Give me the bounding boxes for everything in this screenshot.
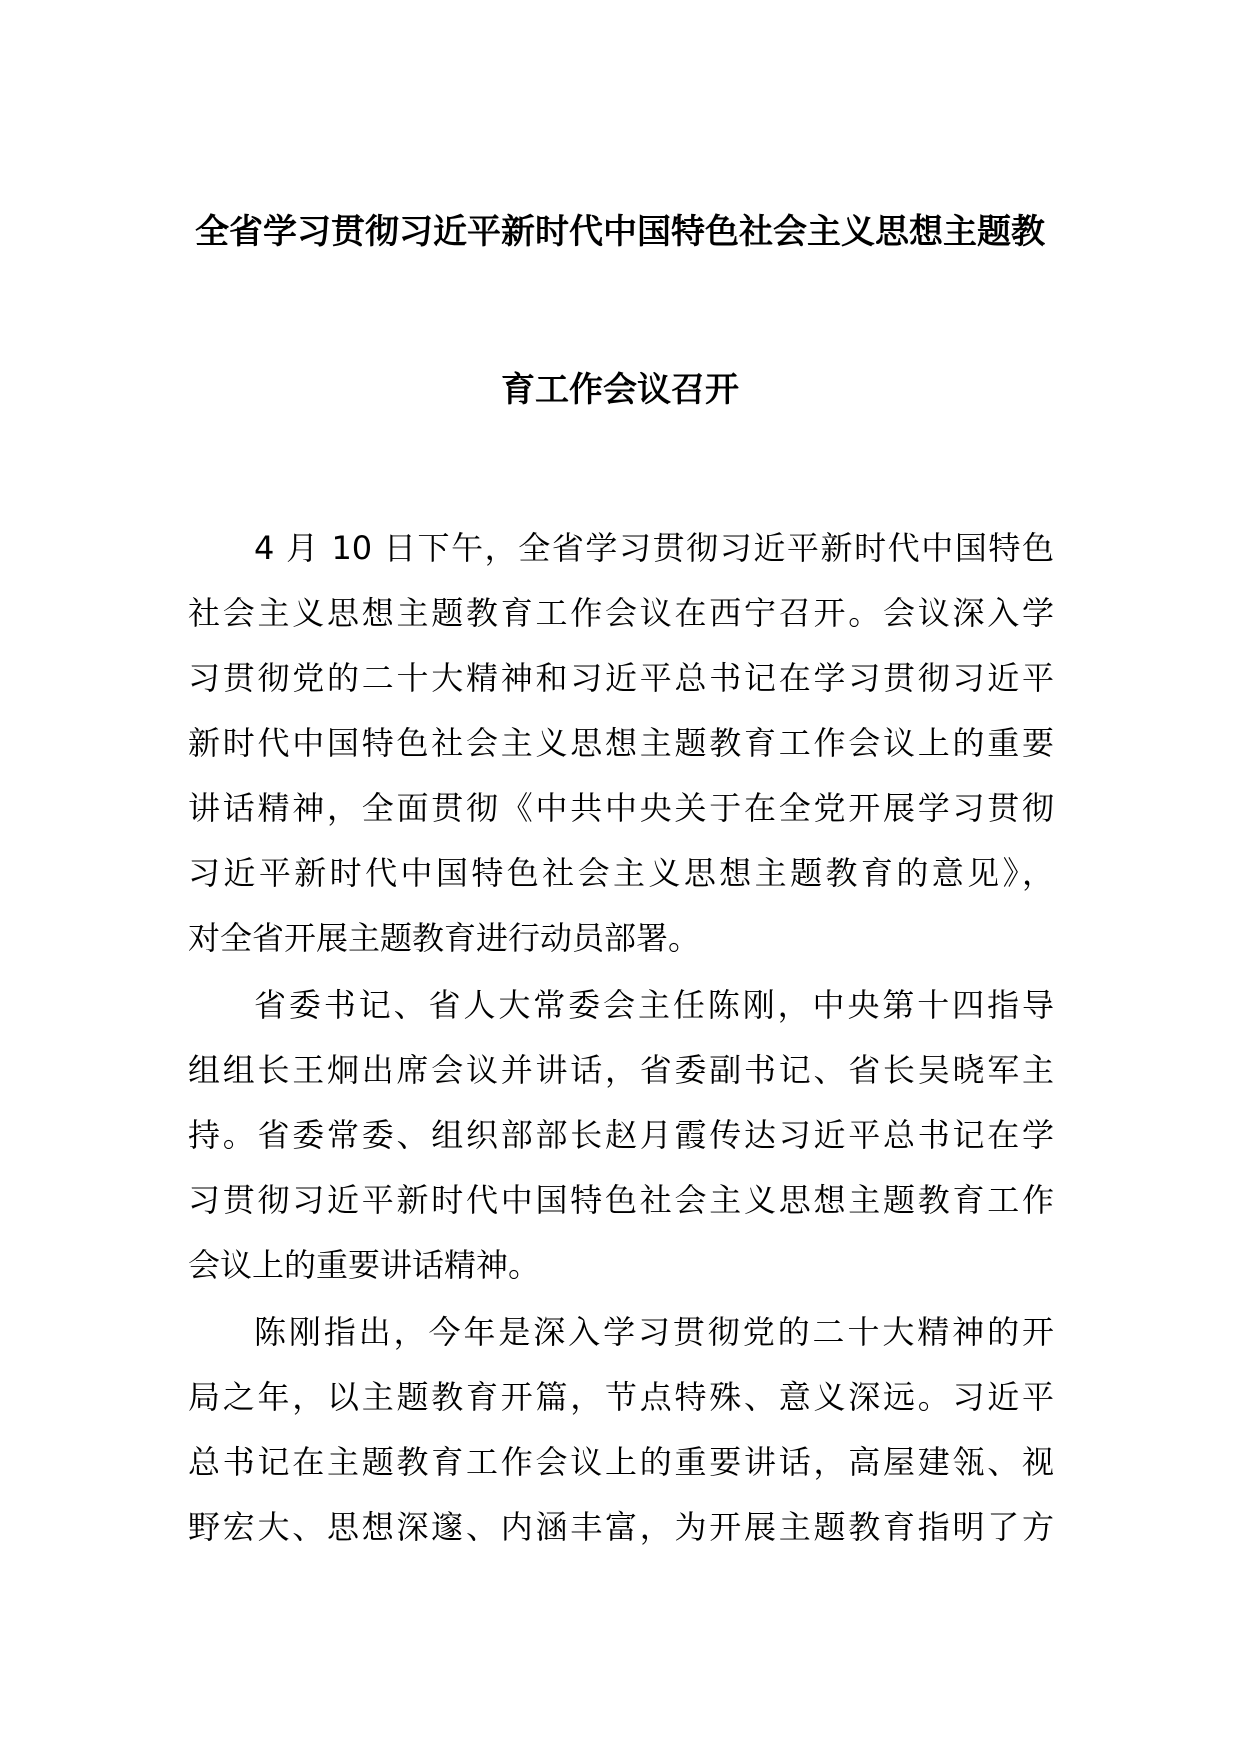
paragraph-3-line-3: 总书记在主题教育工作会议上的重要讲话，高屋建瓴、视 — [188, 1443, 1054, 1481]
paragraph-1-line-1: 4 月 10 日下午，全省学习贯彻习近平新时代中国特色 — [254, 529, 1054, 567]
paragraph-3-line-2: 局之年，以主题教育开篇，节点特殊、意义深远。习近平 — [188, 1378, 1054, 1416]
paragraph-2-line-1: 省委书记、省人大常委会主任陈刚，中央第十四指导 — [254, 986, 1054, 1024]
paragraph-2-line-3: 持。省委常委、组织部部长赵月霞传达习近平总书记在学 — [188, 1116, 1054, 1154]
paragraph-3-line-4: 野宏大、思想深邃、内涵丰富，为开展主题教育指明了方 — [188, 1508, 1054, 1546]
paragraph-2-line-4: 习贯彻习近平新时代中国特色社会主义思想主题教育工作 — [188, 1181, 1054, 1219]
document-title-line-1: 全省学习贯彻习近平新时代中国特色社会主义思想主题教 — [195, 212, 1045, 252]
paragraph-1-line-6: 习近平新时代中国特色社会主义思想主题教育的意见》， — [188, 854, 1054, 892]
paragraph-2-line-5: 会议上的重要讲话精神。 — [188, 1246, 541, 1284]
paragraph-1-line-3: 习贯彻党的二十大精神和习近平总书记在学习贯彻习近平 — [188, 659, 1054, 697]
paragraph-1-line-4: 新时代中国特色社会主义思想主题教育工作会议上的重要 — [188, 724, 1054, 762]
paragraph-1-line-2: 社会主义思想主题教育工作会议在西宁召开。会议深入学 — [188, 594, 1054, 632]
paragraph-1-line-5: 讲话精神，全面贯彻《中共中央关于在全党开展学习贯彻 — [188, 789, 1054, 827]
paragraph-2-line-2: 组组长王炯出席会议并讲话，省委副书记、省长吴晓军主 — [188, 1051, 1054, 1089]
paragraph-3-line-1: 陈刚指出，今年是深入学习贯彻党的二十大精神的开 — [254, 1313, 1054, 1351]
document-title-line-2: 育工作会议召开 — [501, 370, 739, 410]
paragraph-1-line-7: 对全省开展主题教育进行动员部署。 — [188, 919, 701, 957]
